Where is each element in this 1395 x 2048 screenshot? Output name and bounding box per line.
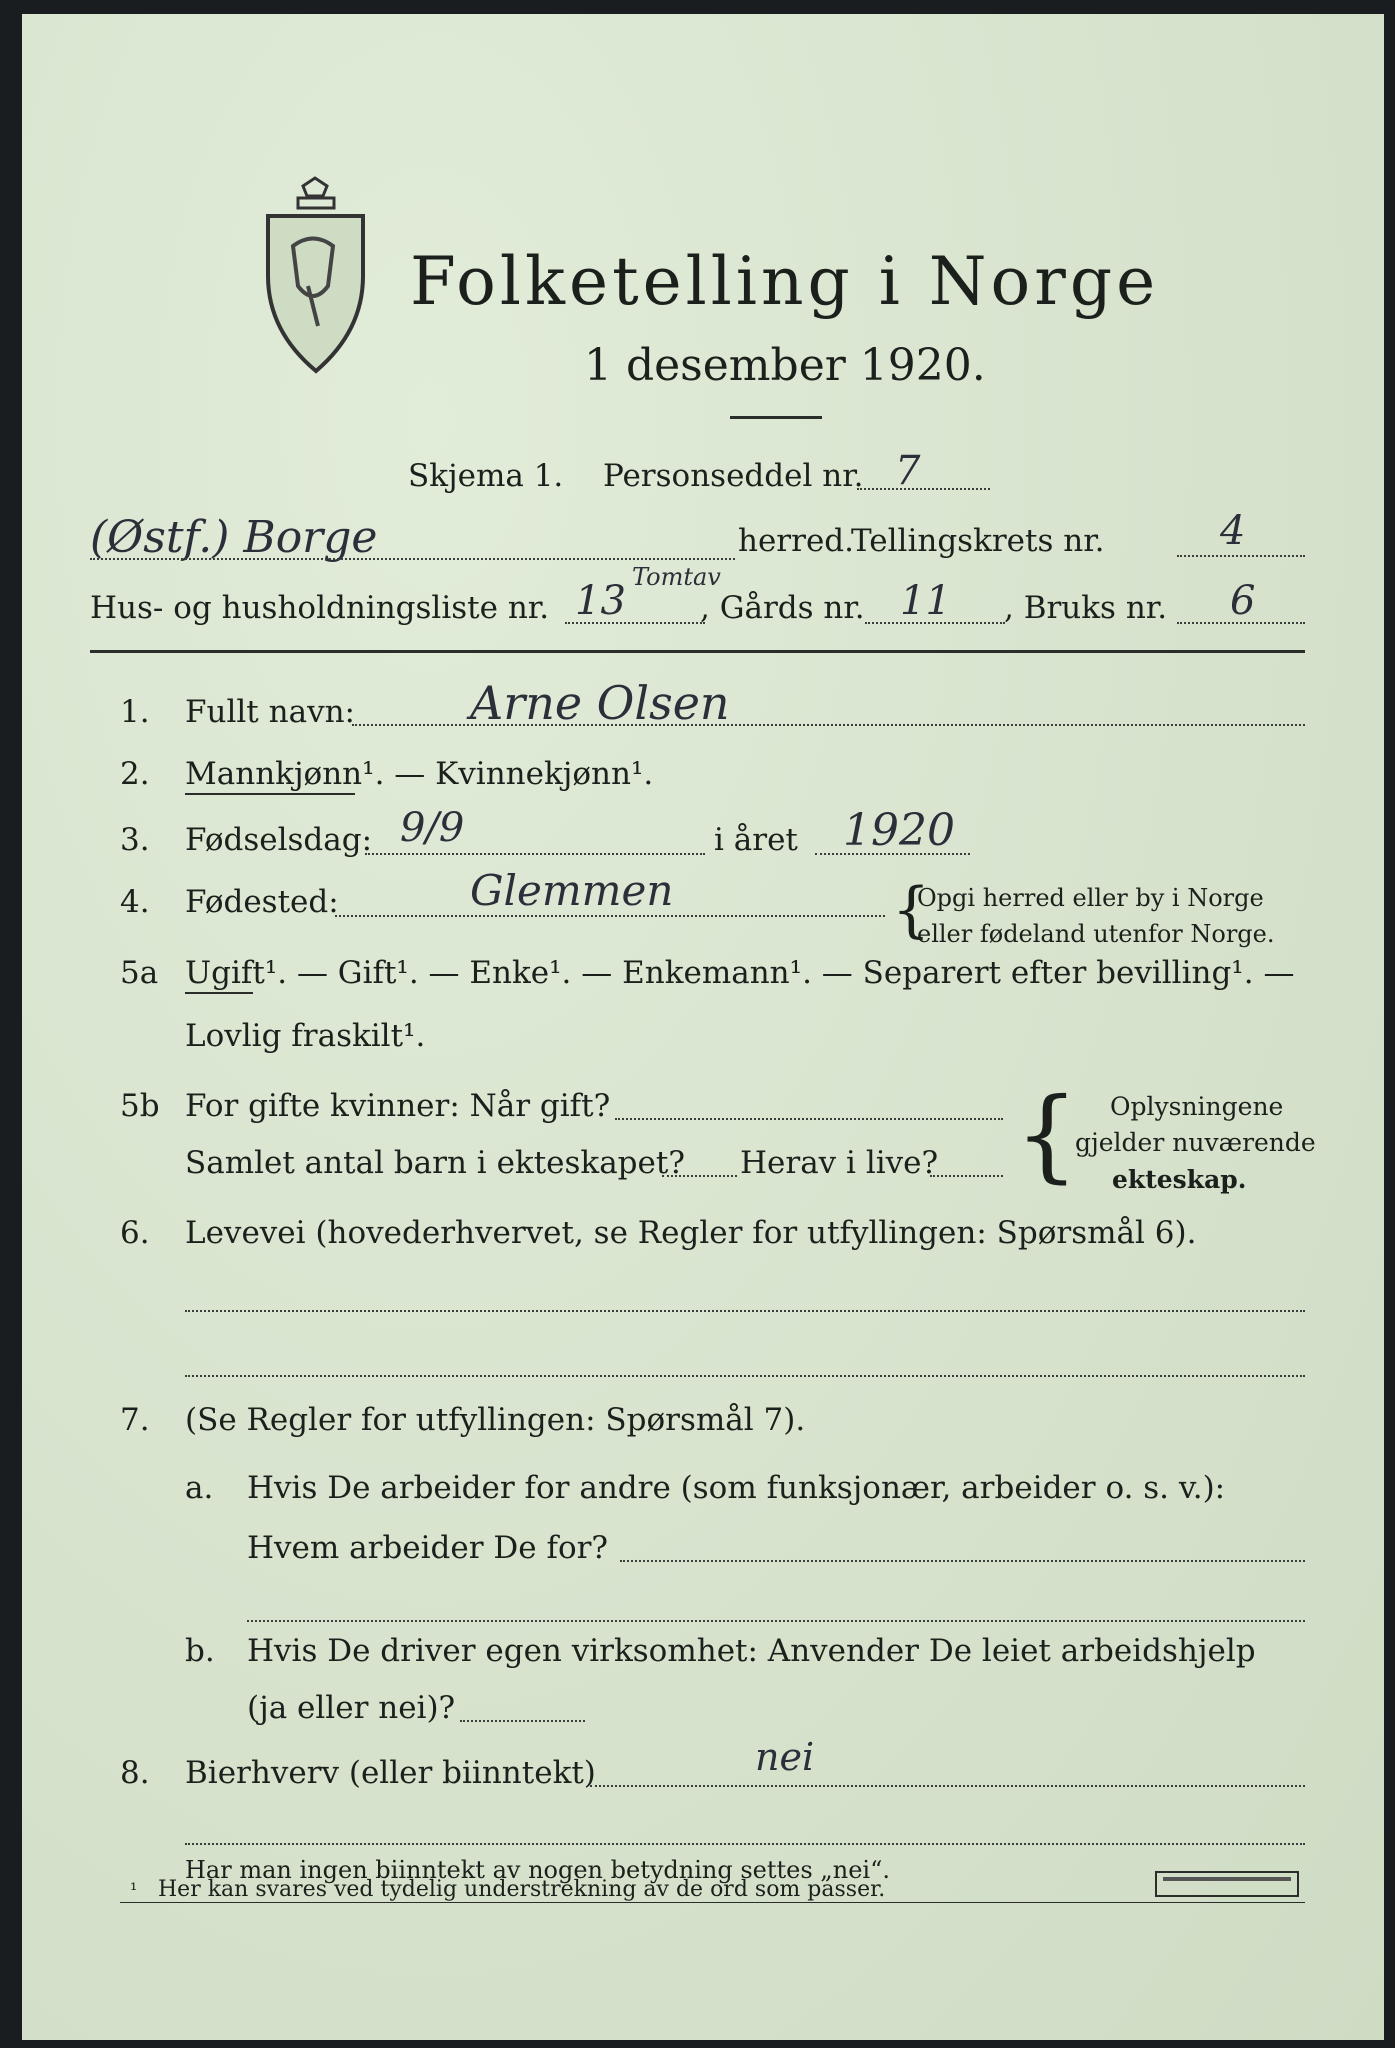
skjema-label: Skjema 1. [408,458,564,494]
q1-number: 1. [120,694,150,730]
bruks-value: 6 [1230,578,1256,624]
q5b-note3: ekteskap. [1112,1165,1247,1194]
q7b-line2: (ja eller nei)? [247,1690,456,1726]
fullt-navn-value: Arne Olsen [470,676,730,730]
tellingskrets-label: Tellingskrets nr. [851,523,1105,559]
footnote-marker: ¹ [130,1880,138,1901]
q5b-brace: { [1015,1076,1079,1193]
q4-note1: Opgi herred eller by i Norge [917,884,1264,912]
arbeidsgiver-field-1[interactable] [620,1560,1305,1562]
fodselsdag-value: 9/9 [400,805,465,851]
bierhverv-value: nei [755,1735,815,1779]
footnote-divider [120,1902,1305,1903]
title-divider [730,416,822,419]
levevei-field-2[interactable] [185,1375,1305,1377]
q6-text: Levevei (hovederhvervet, se Regler for utfyllingen: Spørsmål 6). [185,1215,1197,1251]
q8-label: Bierhverv (eller biinntekt) [185,1755,596,1791]
fodested-value: Glemmen [470,866,674,915]
hus-note: Tomtav [632,563,721,591]
q7b-number: b. [185,1633,215,1669]
norwegian-coat-of-arms [258,176,373,376]
q4-label: Fødested: [185,884,339,920]
q8-number: 8. [120,1755,150,1791]
personseddel-value: 7 [895,448,921,494]
i-live-field[interactable] [930,1175,1003,1177]
q7a-number: a. [185,1470,214,1506]
q5a-number: 5a [120,955,159,991]
q5b-line2b: Herav i live? [740,1145,939,1181]
herred-value: (Østf.) Borge [90,512,378,563]
footnote-text: Her kan svares ved tydelig understrekning av de ord som passer. [158,1877,886,1902]
form-date: 1 desember 1920. [584,340,986,391]
antal-barn-field[interactable] [662,1175,737,1177]
year-label: i året [714,822,798,858]
q7-number: 7. [120,1402,150,1438]
personseddel-field[interactable] [857,488,990,490]
q5b-note1: Oplysningene [1110,1092,1284,1121]
header-divider [90,650,1305,653]
q7-text: (Se Regler for utfyllingen: Spørsmål 7). [185,1402,806,1438]
bottom-note: Har man ingen biinntekt av nogen betydning settes „nei“. [185,1856,890,1884]
q5b-note2: gjelder nuværende [1075,1128,1316,1157]
tellingskrets-value: 4 [1220,508,1246,554]
form-title: Folketelling i Norge [410,243,1160,320]
hus-value: 13 [575,578,626,624]
kjonn-options[interactable]: Mannkjønn¹. — Kvinnekjønn¹. [185,756,654,792]
herred-label: herred. [738,523,854,559]
q4-brace: { [892,875,931,945]
herred-field[interactable] [90,558,735,560]
personseddel-label: Personseddel nr. [603,458,864,494]
sivilstand-options-cont[interactable]: Lovlig fraskilt¹. [185,1018,426,1054]
q5b-number: 5b [120,1088,160,1124]
gards-value: 11 [900,578,951,624]
arbeidsgiver-field-2[interactable] [247,1620,1305,1622]
q3-number: 3. [120,822,150,858]
bierhverv-field-2[interactable] [185,1843,1305,1845]
bierhverv-field[interactable] [590,1785,1305,1787]
nar-gift-field[interactable] [615,1118,1003,1120]
mannkjonn-underline [185,793,355,795]
q6-number: 6. [120,1215,150,1251]
printer-stamp [1155,1871,1299,1897]
year-value: 1920 [843,805,955,856]
q4-note2: eller fødeland utenfor Norge. [917,920,1275,948]
q3-label: Fødselsdag: [185,822,373,858]
q2-number: 2. [120,756,150,792]
q5b-line1: For gifte kvinner: Når gift? [185,1088,611,1124]
ugift-underline [185,992,253,994]
hus-label: Hus- og husholdningsliste nr. [90,590,550,626]
q5b-line2a: Samlet antal barn i ekteskapet? [185,1145,685,1181]
bruks-label: , Bruks nr. [1004,590,1168,626]
q1-label: Fullt navn: [185,694,355,730]
fodselsdag-field[interactable] [365,853,705,855]
sivilstand-options[interactable]: Ugift¹. — Gift¹. — Enke¹. — Enkemann¹. — Separert efter bevilling¹. — [185,955,1295,991]
q7b-line1: Hvis De driver egen virksomhet: Anvender De leiet arbeidshjelp [247,1633,1256,1669]
arbeidshjelp-field[interactable] [460,1720,585,1722]
q7a-line2: Hvem arbeider De for? [247,1530,609,1566]
tellingskrets-field[interactable] [1177,555,1305,557]
gards-label: , Gårds nr. [700,590,865,626]
q7a-line1: Hvis De arbeider for andre (som funksjonær, arbeider o. s. v.): [247,1470,1226,1506]
q4-number: 4. [120,884,150,920]
levevei-field-1[interactable] [185,1310,1305,1312]
fodested-field[interactable] [335,915,885,917]
